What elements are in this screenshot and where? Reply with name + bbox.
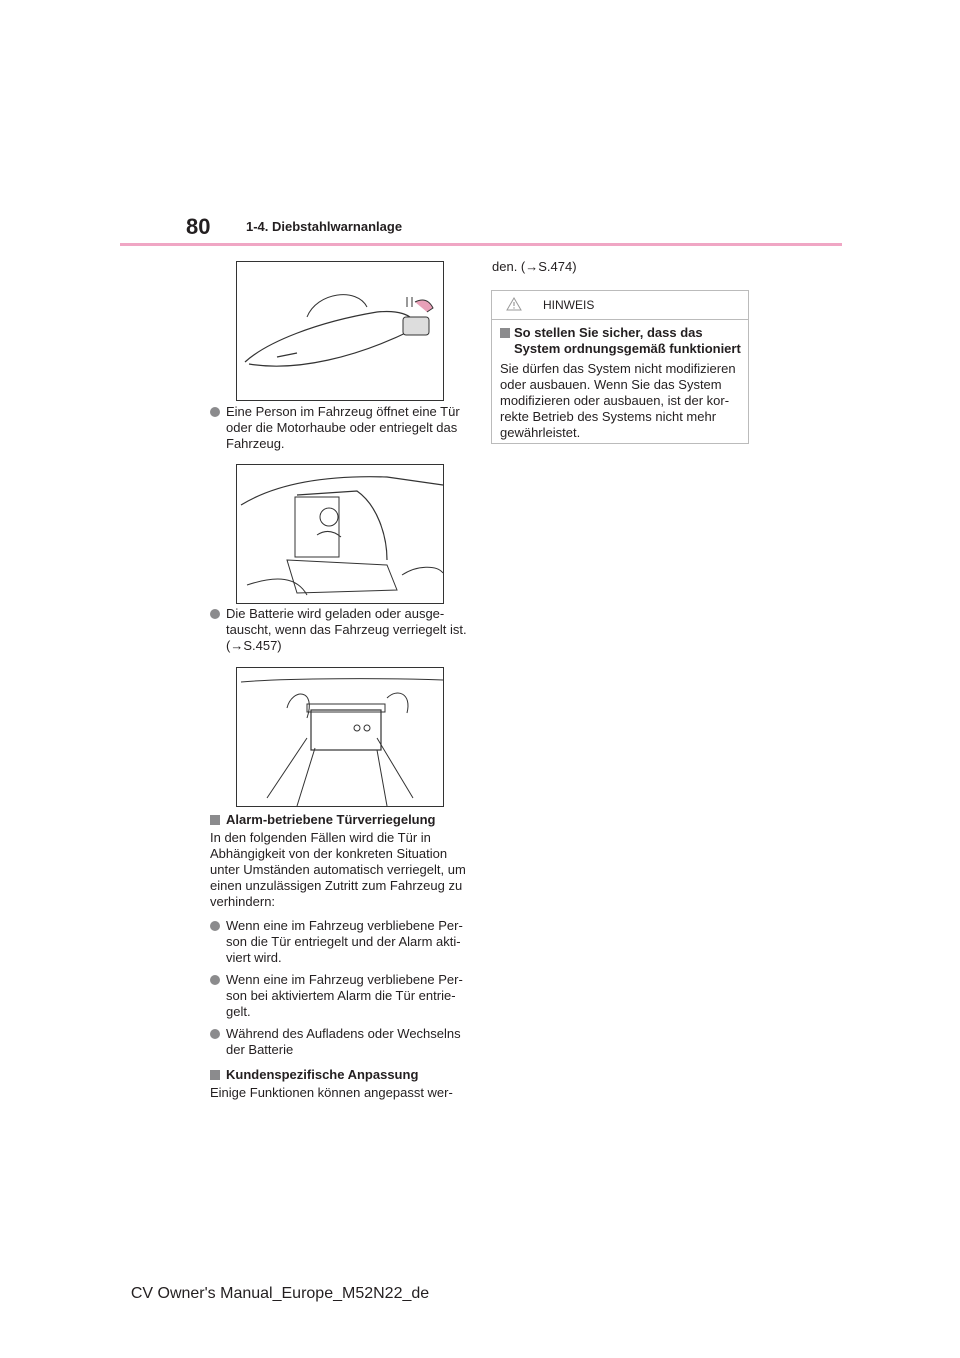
bullet-icon (210, 609, 220, 619)
section-heading (210, 812, 472, 828)
section-title: 1-4. Diebstahlwarnanlage (246, 219, 403, 234)
bullet-icon (210, 921, 220, 931)
bullet-icon (210, 407, 220, 417)
notice-body: Sie dürfen das System nicht modifizieren oder ausbauen. Wenn Sie das System modifizieren oder ausbauen, ist der kor-rekte Betrieb des Systems nicht mehr gewährleistet. (500, 361, 736, 440)
notice-title-text: So stellen Sie sicher, dass das System ordnungsgemäß funktioniert (514, 325, 741, 356)
continued-text: den. (→S.474) (492, 259, 577, 274)
person-in-car-illustration (236, 464, 444, 604)
notice-header (492, 291, 748, 320)
list-item-text: Wenn eine im Fahrzeug verbliebene Per-son die Tür entriegelt und der Alarm akti-viert wird. (226, 918, 463, 965)
warning-icon (506, 297, 522, 311)
list-item (210, 918, 472, 966)
list-item-text: Während des Aufladens oder Wechselns der Batterie (226, 1026, 461, 1057)
list-item-text: Eine Person im Fahrzeug öffnet eine Tür oder die Motorhaube oder entriegelt das Fahrzeug. (226, 404, 460, 451)
list-item-text: Wenn eine im Fahrzeug verbliebene Per-son bei aktiviertem Alarm die Tür entrie-gelt. (226, 972, 463, 1019)
list-item-text: Die Batterie wird geladen oder ausge-tauscht, wenn das Fahrzeug verriegelt ist. (→S.457) (226, 606, 467, 653)
list-item (210, 1026, 472, 1058)
square-bullet-icon (210, 815, 220, 825)
list-item (210, 972, 472, 1020)
header-rule (120, 243, 842, 246)
section-heading-text: Alarm-betriebene Türverriegelung (226, 812, 436, 827)
notice-title (500, 325, 744, 357)
paragraph: In den folgenden Fällen wird die Tür in Abhängigkeit von der konkreten Situation unter Umständen automatisch verriegelt, um einen unzulässigen Zutritt zum Fahrzeug zu verhindern: (210, 830, 466, 909)
notice-box (491, 290, 749, 444)
paragraph: Einige Funktionen können angepasst wer- (210, 1085, 453, 1100)
square-bullet-icon (500, 328, 510, 338)
notice-label: HINWEIS (543, 298, 595, 312)
page-number: 80 (186, 214, 211, 239)
square-bullet-icon (210, 1070, 220, 1080)
list-item (210, 606, 472, 654)
list-item (210, 404, 472, 452)
section-heading (210, 1067, 472, 1083)
door-handle-illustration (236, 261, 444, 401)
section-heading-text: Kundenspezifische Anpassung (226, 1067, 419, 1082)
bullet-icon (210, 975, 220, 985)
footer: CV Owner's Manual_Europe_M52N22_de (130, 1285, 430, 1302)
battery-illustration (236, 667, 444, 807)
bullet-icon (210, 1029, 220, 1039)
